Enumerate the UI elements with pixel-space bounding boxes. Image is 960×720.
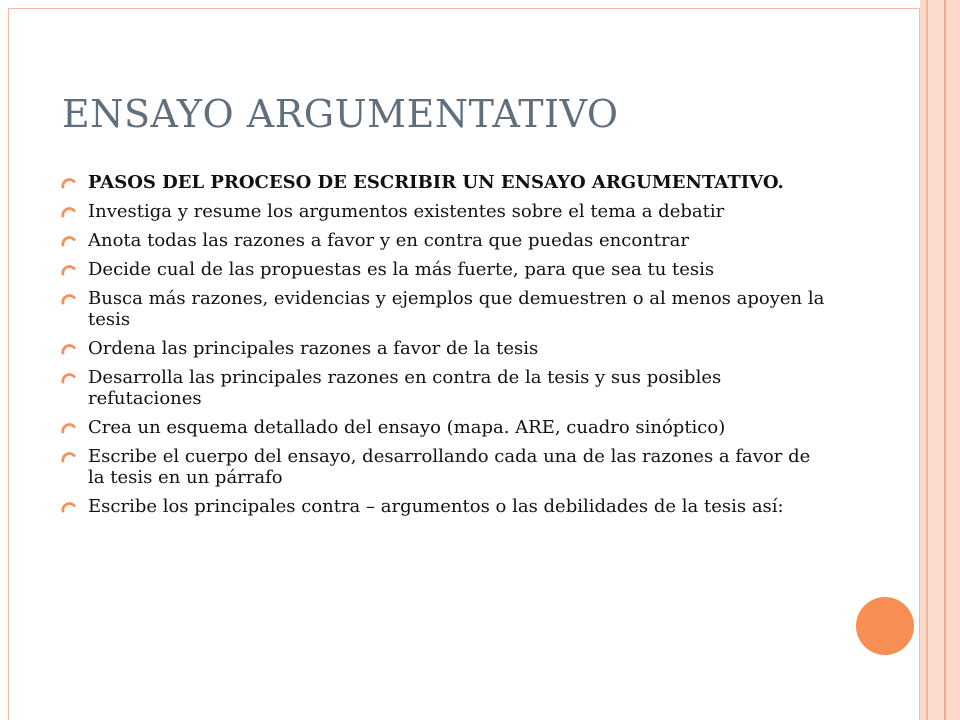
bullet-item (60, 201, 830, 222)
bullet-arc-icon (61, 500, 76, 513)
bullet-arc-icon (61, 292, 76, 305)
bullet-text: Investiga y resume los argumentos existentes sobre el tema a debatir (88, 201, 725, 222)
bullet-item (60, 496, 830, 517)
bullet-text: Busca más razones, evidencias y ejemplos que demuestren o al menos apoyen la tesis (88, 288, 825, 330)
bullet-arc-icon (61, 176, 76, 189)
bullet-item (60, 446, 830, 488)
bullet-arc-icon (61, 371, 76, 384)
bullet-item (60, 172, 830, 193)
bullet-text: Ordena las principales razones a favor de la tesis (88, 338, 539, 359)
slide-title: ENSAYO ARGUMENTATIVO (62, 92, 619, 136)
bullet-arc-icon (61, 421, 76, 434)
bullet-arc-icon (61, 263, 76, 276)
bullet-item (60, 417, 830, 438)
bullet-text: PASOS DEL PROCESO DE ESCRIBIR UN ENSAYO ARGUMENTATIVO. (88, 172, 784, 193)
bullet-text: Anota todas las razones a favor y en contra que puedas encontrar (88, 230, 689, 251)
bullet-text: Desarrolla las principales razones en contra de la tesis y sus posibles refutaciones (88, 367, 722, 409)
bullet-arc-icon (61, 234, 76, 247)
bullet-text: Escribe el cuerpo del ensayo, desarrollando cada una de las razones a favor de la tesis en un párrafo (88, 446, 811, 488)
bullet-item (60, 338, 830, 359)
bullet-arc-icon (61, 450, 76, 463)
bullet-text: Crea un esquema detallado del ensayo (mapa. ARE, cuadro sinóptico) (88, 417, 726, 438)
bullet-arc-icon (61, 342, 76, 355)
bullet-item (60, 288, 830, 330)
bullet-text: Escribe los principales contra – argumentos o las debilidades de la tesis así: (88, 496, 784, 517)
bullet-text: Decide cual de las propuestas es la más fuerte, para que sea tu tesis (88, 259, 715, 280)
decorative-orange-circle (856, 597, 914, 655)
bullet-list (60, 172, 830, 525)
bullet-arc-icon (61, 205, 76, 218)
decorative-side-stripes (920, 0, 960, 720)
bullet-item (60, 230, 830, 251)
bullet-item (60, 367, 830, 409)
bullet-item (60, 259, 830, 280)
